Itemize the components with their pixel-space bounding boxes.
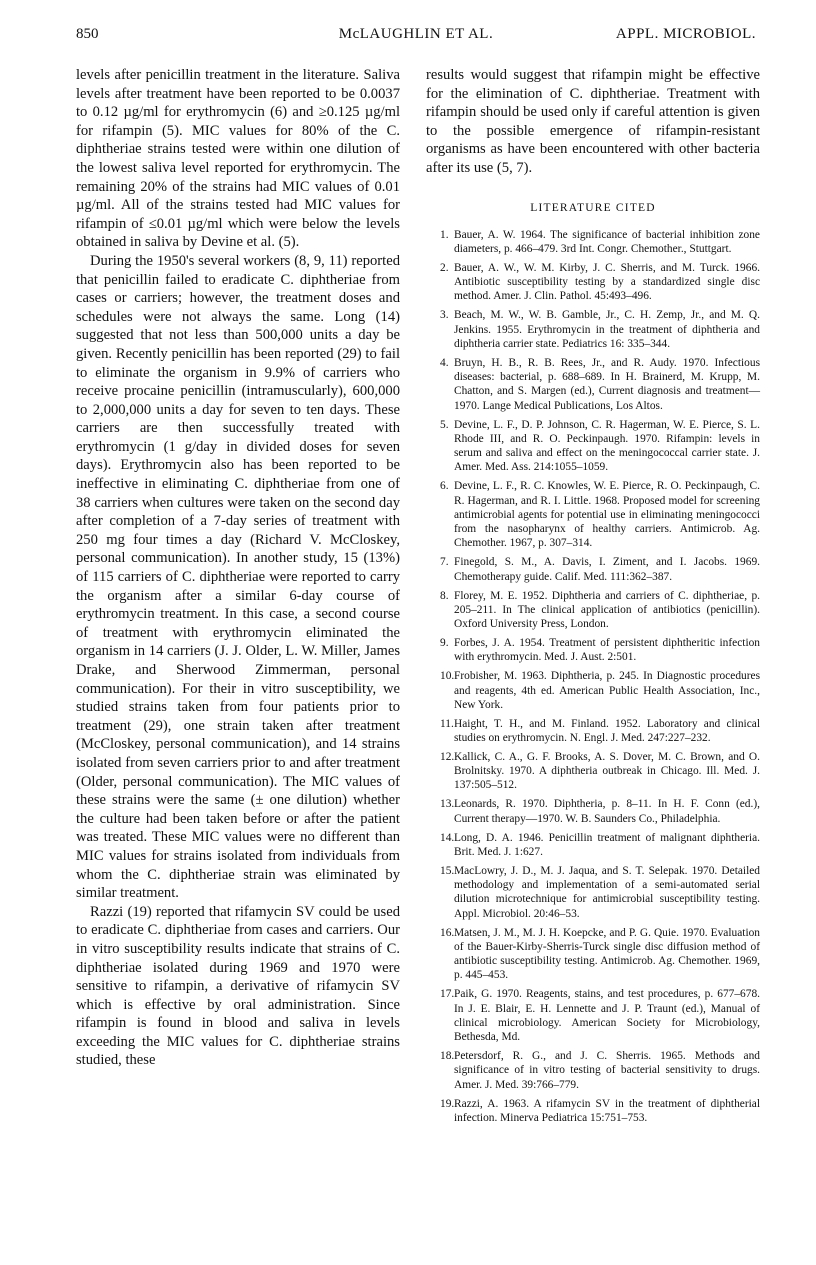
reference-item [426, 228, 760, 257]
reference-item [426, 926, 760, 983]
reference-number: 12. [440, 750, 455, 763]
reference-number: 1. [440, 228, 449, 241]
reference-text: Kallick, C. A., G. F. Brooks, A. S. Dover, M. C. Brown, and O. Brolnitsky. 1970. A diphtheria outbreak in Chicago. Ill. Med. J. 137:505–512. [454, 750, 760, 792]
reference-text: Finegold, S. M., A. Davis, I. Ziment, and I. Jacobs. 1969. Chemotherapy guide. Calif. Med. 111:362–387. [454, 556, 760, 583]
reference-item [426, 261, 760, 304]
reference-text: Leonards, R. 1970. Diphtheria, p. 8–11. In H. F. Conn (ed.), Current therapy—1970. W. B. Saunders Co., Philadelphia. [454, 798, 760, 825]
body-paragraph: Razzi (19) reported that rifamycin SV could be used to eradicate C. diphtheriae from cases and carriers. Our in vitro susceptibility results indicate that strains of C. diphtheriae isolated during 1969 and 1970 were sensitive to rifampin, a derivative of rifamycin SV which is effective by oral administration. Since rifampin is found in blood and saliva in levels exceeding the MIC values for C. diphtheriae strains studied, these [76, 903, 400, 1069]
reference-item [426, 308, 760, 351]
reference-number: 4. [440, 356, 449, 369]
reference-text: Bauer, A. W., W. M. Kirby, J. C. Sherris, and M. Turck. 1966. Antibiotic susceptibility testing by a standardized single disc method. Amer. J. Clin. Pathol. 45:493–496. [454, 261, 760, 303]
reference-item [426, 864, 760, 921]
left-column [76, 66, 400, 1070]
reference-item [426, 831, 760, 860]
reference-item [426, 669, 760, 712]
page-number: 850 [76, 26, 99, 42]
body-paragraph: During the 1950's several workers (8, 9, 11) reported that penicillin failed to eradicate C. diphtheriae from cases or carriers; however, the treatment doses and schedules were not always the same. Long (14) suggested that not less than 500,000 units a day be given. Recently penicillin has been reported (29) to fail to eliminate the organism in 9.9% of carriers who receive procaine penicillin (intramuscularly), 600,000 to 2,000,000 units a day for seven to ten days. These carriers are then successfully treated with erythromycin (1 g/day in divided doses for seven days). Erythromycin also has been reported to be ineffective in eliminating C. diphtheriae from one of 38 carriers when cultures were taken on the second day after completion of a 7-day series of treatment with 250 mg four times a day (Richard V. McCloskey, personal communication). In another study, 15 (13%) of 115 carriers of C. diphtheriae were reported to carry the organism after a similar 6-day course of erythromycin treatment. In this case, a second course of treatment with erythromycin eliminated the organism in 14 carriers (J. J. Older, L. W. Miller, James Drake, and Sherwood Zimmerman, personal communication). For their in vitro susceptibility, we studied strains taken from four patients prior to treatment (29), one strain taken after treatment (McCloskey, personal communication), and 14 strains isolated from seven carriers prior to and after treatment (Older, personal communication). The MIC values of these strains were the same (± one dilution) whether the culture had been taken before or after the patient was treated. These MIC values were no different than MIC values for strains isolated from individuals from whom the C. diphtheriae strain was eliminated by similar treatment. [76, 252, 400, 902]
reference-item [426, 589, 760, 632]
reference-text: Razzi, A. 1963. A rifamycin SV in the treatment of diphtherial infection. Minerva Pediatrica 15:751–753. [454, 1097, 760, 1124]
reference-item [426, 1097, 760, 1126]
reference-item [426, 1049, 760, 1092]
reference-number: 6. [440, 480, 449, 493]
reference-text: Paik, G. 1970. Reagents, stains, and test procedures, p. 677–678. In J. E. Blair, E. H. Lennette and J. P. Traunt (ed.), Manual of clinical microbiology. American Society for Microbiology, Bethesda, Md. [454, 988, 760, 1044]
reference-text: Devine, L. F., R. C. Knowles, W. E. Pierce, R. O. Peckinpaugh, C. R. Hagerman, and R. I. Little. 1968. Proposed model for screening antimicrobial agents for potential use in eliminating meningococci from the nasopharynx of healthy carriers. Antimicrob. Ag. Chemother. 1967, p. 307–314. [454, 480, 760, 550]
reference-item [426, 717, 760, 746]
running-authors: McLAUGHLIN ET AL. [338, 26, 494, 42]
reference-number: 15. [440, 864, 455, 877]
reference-number: 7. [440, 556, 449, 569]
page-header [76, 26, 756, 50]
reference-text: Bauer, A. W. 1964. The significance of bacterial inhibition zone diameters, p. 466–479. 3rd Int. Congr. Chemother., Stuttgart. [454, 228, 760, 255]
reference-number: 14. [440, 831, 455, 844]
reference-number: 3. [440, 309, 449, 322]
reference-list [426, 228, 760, 1126]
reference-item [426, 555, 760, 584]
body-paragraph: levels after penicillin treatment in the literature. Saliva levels after treatment have been reported to be 0.0037 to 0.12 µg/ml for erythromycin (6) and ≥0.125 µg/ml for rifampin (5). MIC values for 80% of the C. diphtheriae strains tested were within one dilution of the lowest saliva level reported for erythromycin. The remaining 20% of the strains had MIC values of 0.01 µg/ml. All of the strains tested had MIC values for rifampin of ≤0.01 µg/ml which were below the levels obtained in saliva by Devine et al. (5). [76, 67, 400, 251]
reference-item [426, 750, 760, 793]
reference-text: Beach, M. W., W. B. Gamble, Jr., C. H. Zemp, Jr., and M. Q. Jenkins. 1955. Erythromycin in the treatment of diphtheria and diphtheria carrier state. Pediatrics 16: 335–344. [454, 309, 760, 350]
body-paragraph: results would suggest that rifampin might be effective for the elimination of C. diphtheriae. Treatment with rifampin should be used only if careful attention is given to the possible emergence of rifampin-resistant organisms as have been encountered with other bacteria after its use (5, 7). [426, 67, 760, 176]
reference-number: 8. [440, 589, 449, 602]
reference-number: 9. [440, 637, 449, 650]
reference-number: 5. [440, 418, 449, 431]
reference-text: Bruyn, H. B., R. B. Rees, Jr., and R. Audy. 1970. Infectious diseases: bacterial, p. 688–689. In H. Brainerd, M. Krupp, M. Chatton, and S. Margen (ed.), Current diagnosis and treatment—1970. Lange Medical Publications, Los Altos. [454, 356, 760, 412]
reference-item [426, 987, 760, 1044]
reference-text: Florey, M. E. 1952. Diphtheria and carriers of C. diphtheriae, p. 205–211. In The clinical application of antibiotics (penicillin). Oxford University Press, London. [454, 589, 760, 631]
reference-number: 10. [440, 670, 455, 683]
reference-text: Devine, L. F., D. P. Johnson, C. R. Hagerman, W. E. Pierce, S. L. Rhode III, and R. O. Peckinpaugh. 1970. Rifampin: levels in serum and saliva and effect on the meningococcal carrier state. J. Amer. Med. Ass. 214:1055–1059. [454, 418, 760, 474]
reference-number: 16. [440, 926, 455, 939]
reference-number: 2. [440, 261, 449, 274]
reference-text: MacLowry, J. D., M. J. Jaqua, and S. T. Selepak. 1970. Detailed methodology and implementation of a semi-automated serial dilution microtechnique for antimicrobial susceptibility testing. Appl. Microbiol. 20:46–53. [454, 864, 760, 920]
reference-number: 19. [440, 1097, 455, 1110]
references-heading: LITERATURE CITED [530, 201, 656, 214]
journal-abbreviation: APPL. MICROBIOL. [615, 26, 756, 42]
right-column [426, 66, 760, 1130]
reference-item [426, 797, 760, 826]
reference-text: Haight, T. H., and M. Finland. 1952. Laboratory and clinical studies on erythromycin. N. Engl. J. Med. 247:227–232. [454, 717, 760, 744]
reference-item [426, 356, 760, 413]
reference-item [426, 418, 760, 475]
reference-number: 13. [440, 798, 455, 811]
reference-text: Petersdorf, R. G., and J. C. Sherris. 1965. Methods and significance of in vitro testing of bacterial sensitivity to drugs. Amer. J. Med. 39:766–779. [454, 1050, 760, 1091]
reference-text: Long, D. A. 1946. Penicillin treatment of malignant diphtheria. Brit. Med. J. 1:627. [454, 831, 760, 858]
reference-item [426, 636, 760, 665]
reference-text: Matsen, J. M., M. J. H. Koepcke, and P. G. Quie. 1970. Evaluation of the Bauer-Kirby-Sherris-Turck single disc diffusion method of antibiotic susceptibility testing. Antimicrob. Ag. Chemother. 1969, p. 445–453. [454, 926, 760, 982]
reference-number: 17. [440, 988, 455, 1001]
reference-number: 11. [440, 717, 454, 730]
reference-text: Forbes, J. A. 1954. Treatment of persistent diphtheritic infection with erythromycin. Med. J. Aust. 2:501. [454, 637, 760, 664]
reference-item [426, 479, 760, 550]
reference-number: 18. [440, 1050, 455, 1063]
reference-text: Frobisher, M. 1963. Diphtheria, p. 245. In Diagnostic procedures and reagents, 4th ed. American Public Health Association, Inc., New York. [454, 670, 760, 711]
